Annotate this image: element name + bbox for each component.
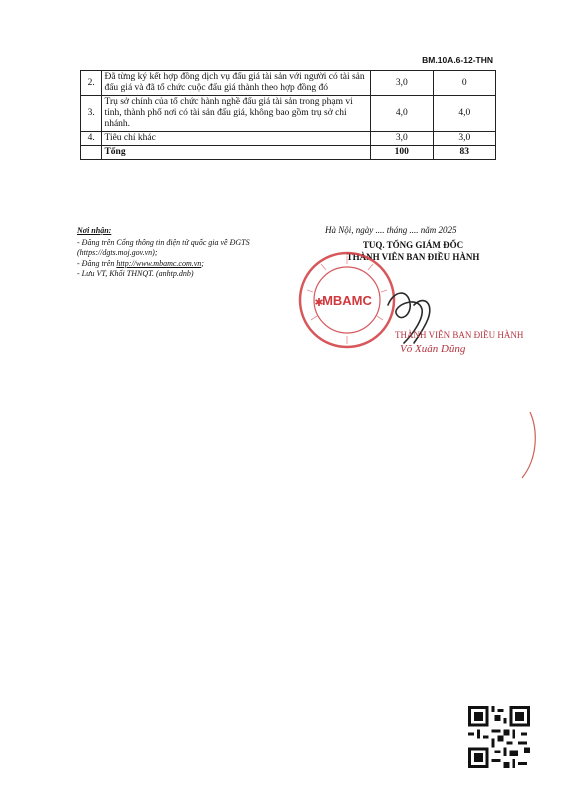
recipients-block	[77, 226, 277, 280]
recipient-line: - Đăng trên Cổng thông tin điện tử quốc gia về ĐGTS (https://dgts.moj.gov.vn);	[77, 237, 250, 257]
row-max-score: 3,0	[371, 132, 434, 146]
row-description: Tiêu chí khác	[102, 132, 371, 146]
total-row	[81, 146, 496, 160]
signer-name: Võ Xuân Dũng	[400, 343, 466, 355]
recipient-line	[77, 259, 277, 270]
company-seal	[297, 250, 397, 350]
mbamc-link[interactable]: http://www.mbamc.com.vn	[116, 258, 202, 268]
qr-code	[468, 706, 530, 768]
table-row	[81, 96, 496, 132]
table-row	[81, 132, 496, 146]
row-max-score: 4,0	[371, 96, 434, 132]
signature-line-2: THÀNH VIÊN BAN ĐIỀU HÀNH	[346, 252, 480, 262]
recipient-suffix: ;	[201, 258, 204, 268]
total-score: 83	[433, 146, 495, 160]
recipient-line: - Lưu VT, Khối THNQT. (anhtp.dnb)	[77, 269, 194, 278]
signer-title: THÀNH VIÊN BAN ĐIỀU HÀNH	[395, 330, 524, 340]
row-description: Đã từng ký kết hợp đồng dịch vụ đấu giá tài sản với người có tài sản đấu giá và đã tổ chức cuộc đấu giá thành theo hợp đồng đó	[102, 71, 371, 96]
row-description: Trụ sở chính của tổ chức hành nghề đấu giá tài sản trong phạm vi tỉnh, thành phố nơi có tài sản đấu giá, không bao gồm trụ sở chi nhánh.	[102, 96, 371, 132]
row-number: 2.	[81, 71, 102, 96]
row-score: 3,0	[433, 132, 495, 146]
row-score: 0	[433, 71, 495, 96]
total-label: Tổng	[102, 146, 371, 160]
row-score: 4,0	[433, 96, 495, 132]
recipients-heading: Nơi nhận:	[77, 226, 112, 235]
criteria-table	[80, 70, 496, 160]
form-code: BM.10A.6-12-THN	[422, 55, 493, 65]
total-max-score: 100	[371, 146, 434, 160]
page-edge-mark	[512, 410, 542, 480]
table-row	[81, 71, 496, 96]
star-icon: ✱	[314, 297, 324, 309]
seal-logo: MBAMC	[322, 293, 372, 308]
date-line: Hà Nội, ngày .... tháng .... năm 2025	[325, 225, 457, 235]
row-number: 3.	[81, 96, 102, 132]
signature-line-1: TUQ. TỔNG GIÁM ĐỐC	[362, 240, 464, 250]
total-number-cell	[81, 146, 102, 160]
row-max-score: 3,0	[371, 71, 434, 96]
recipient-prefix: - Đăng trên	[77, 258, 117, 268]
row-number: 4.	[81, 132, 102, 146]
